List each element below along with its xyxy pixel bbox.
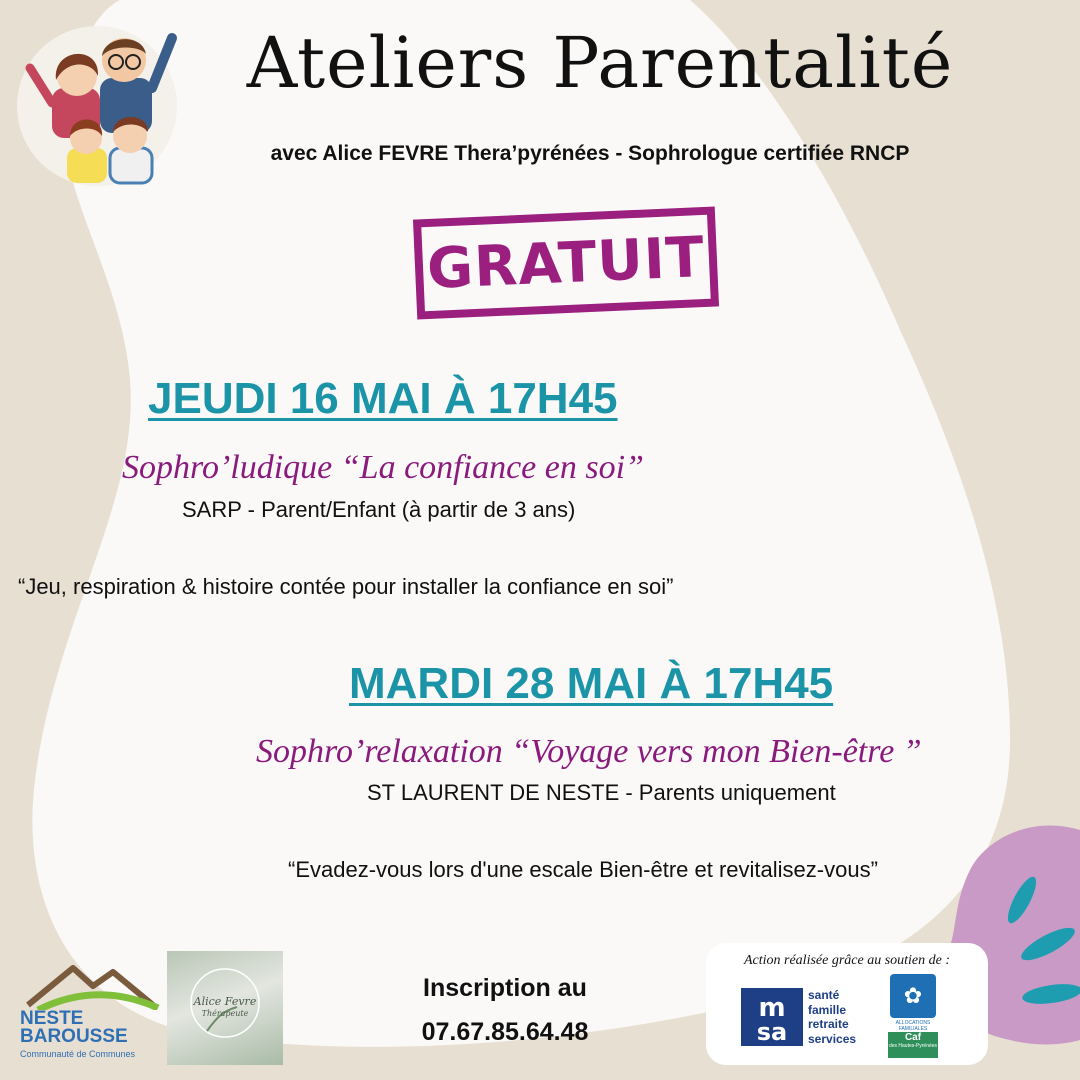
page-title: Ateliers Parentalité: [246, 22, 954, 104]
msa-word: services: [808, 1031, 857, 1046]
page-subtitle: avec Alice FEVRE Thera’pyrénées - Sophrologue certifiée RNCP: [270, 142, 910, 165]
svg-text:sa: sa: [756, 1018, 788, 1046]
free-stamp: [413, 206, 719, 319]
event-2-place: ST LAURENT DE NESTE - Parents uniquement: [367, 780, 836, 805]
neste-logo-line3: Communauté de Communes: [20, 1049, 136, 1059]
event-1-place: SARP - Parent/Enfant (à partir de 3 ans): [182, 497, 576, 522]
registration-block: [380, 966, 630, 1054]
event-2-quote: “Evadez-vous lors d'une escale Bien-être et revitalisez-vous”: [288, 857, 878, 882]
free-stamp-label: GRATUIT: [425, 224, 707, 302]
caf-region: des Hautes-Pyrénées: [888, 1043, 938, 1049]
alice-logo-title: Thérapeute: [201, 1009, 249, 1018]
caf-name: Caf: [904, 1032, 922, 1043]
event-2-date: MARDI 28 MAI À 17H45: [349, 659, 834, 708]
event-1-quote: “Jeu, respiration & histoire contée pour installer la confiance en soi”: [18, 574, 674, 599]
support-text: Action réalisée grâce au soutien de :: [743, 953, 951, 968]
msa-words: [808, 988, 856, 1046]
event-2-workshop: Sophro’relaxation “Voyage vers mon Bien-être ”: [256, 733, 922, 770]
caf-emblem-icon: ✿: [890, 974, 936, 1018]
msa-word: famille: [808, 1002, 847, 1017]
msa-word: santé: [808, 988, 840, 1002]
alice-fevre-logo: [167, 951, 283, 1065]
svg-text:m: m: [758, 993, 786, 1023]
event-1-workshop: Sophro’ludique “La confiance en soi”: [122, 449, 644, 486]
neste-barousse-logo: [18, 960, 163, 1065]
registration-phone: 07.67.85.64.48: [421, 1018, 589, 1046]
msa-logo: [741, 988, 803, 1046]
family-illustration: [12, 18, 182, 193]
event-1-date: JEUDI 16 MAI À 17H45: [148, 374, 618, 423]
caf-name-block: [888, 1032, 938, 1058]
msa-word: retraite: [808, 1017, 849, 1031]
registration-label: Inscription au: [423, 974, 587, 1002]
caf-logo: [886, 972, 940, 1060]
caf-allocations: ALLOCATIONS FAMILIALES: [895, 1020, 931, 1032]
neste-logo-line2: BAROUSSE: [20, 1026, 128, 1047]
neste-logo-line1: NESTE: [20, 1008, 84, 1029]
alice-logo-name: Alice Fevre: [193, 995, 257, 1008]
